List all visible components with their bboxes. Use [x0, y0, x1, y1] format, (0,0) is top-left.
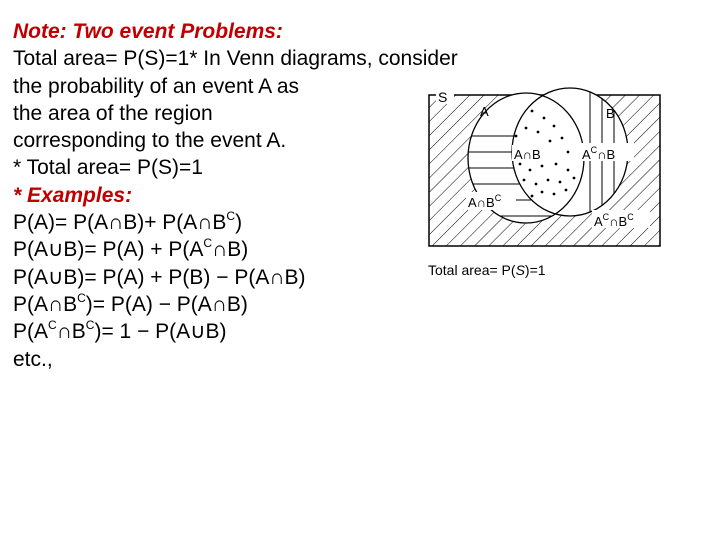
example-line-5: [13, 318, 553, 345]
example-4-part-a: P(A∩B: [13, 292, 78, 316]
note-line-1: Total area= P(S)=1* In Venn diagrams, consider: [13, 47, 458, 71]
caption-after: )=1: [524, 262, 546, 278]
label-ac-and-b: [582, 145, 615, 162]
label-a-and-bc-sup: C: [494, 193, 502, 203]
label-b: B: [606, 106, 615, 121]
caption-italic: S: [515, 262, 525, 278]
example-2-superscript: C: [203, 236, 213, 251]
example-5-superscript-1: C: [48, 318, 57, 333]
label-ac-and-b-rest: ∩B: [597, 147, 616, 162]
note-line-3: the area of the region: [13, 101, 213, 125]
example-5-part-b: ∩B: [56, 320, 86, 344]
note-line-2: the probability of an event A as: [13, 74, 300, 98]
example-line-4: [13, 291, 553, 318]
label-a-and-bc-base: A∩B: [468, 195, 495, 210]
label-a: A: [480, 104, 489, 119]
example-4-superscript: C: [77, 290, 86, 305]
caption-before: Total area= P(: [428, 262, 516, 278]
note-heading: Note: Two event Problems:: [13, 20, 283, 43]
example-5-superscript-2: C: [85, 318, 95, 333]
example-line-6: etc.,: [13, 347, 53, 371]
label-ac-and-bc-sup-2: C: [627, 212, 634, 222]
example-2-part-b: ∩B): [212, 238, 249, 262]
label-ac-and-bc-mid: ∩B: [609, 214, 628, 229]
label-s: S: [438, 89, 448, 105]
venn-caption: [428, 262, 546, 278]
example-2-part-a: P(A∪B)= P(A) + P(A: [13, 238, 204, 262]
label-ac-and-bc-sup-1: C: [602, 212, 610, 222]
label-a-and-b: A∩B: [514, 147, 541, 162]
examples-heading: * Examples:: [13, 183, 133, 207]
label-ac-and-bc-base: A: [594, 214, 603, 229]
note-line-4: corresponding to the event A.: [13, 129, 287, 153]
example-1-superscript: C: [226, 209, 236, 224]
example-4-part-b: )= P(A) − P(A∩B): [85, 292, 248, 316]
example-line-3: P(A∪B)= P(A) + P(B) − P(A∩B): [13, 265, 306, 289]
venn-diagram: [422, 86, 666, 248]
label-ac-and-b-base: A: [582, 147, 591, 162]
example-5-part-c: )= 1 − P(A∪B): [94, 320, 227, 344]
example-1-part-a: P(A)= P(A∩B)+ P(A∩B: [13, 211, 227, 235]
example-5-part-a: P(A: [13, 320, 49, 344]
label-ac-and-b-sup: C: [590, 145, 598, 155]
note-line-5: * Total area= P(S)=1: [13, 156, 203, 180]
example-1-part-b: ): [235, 211, 243, 235]
